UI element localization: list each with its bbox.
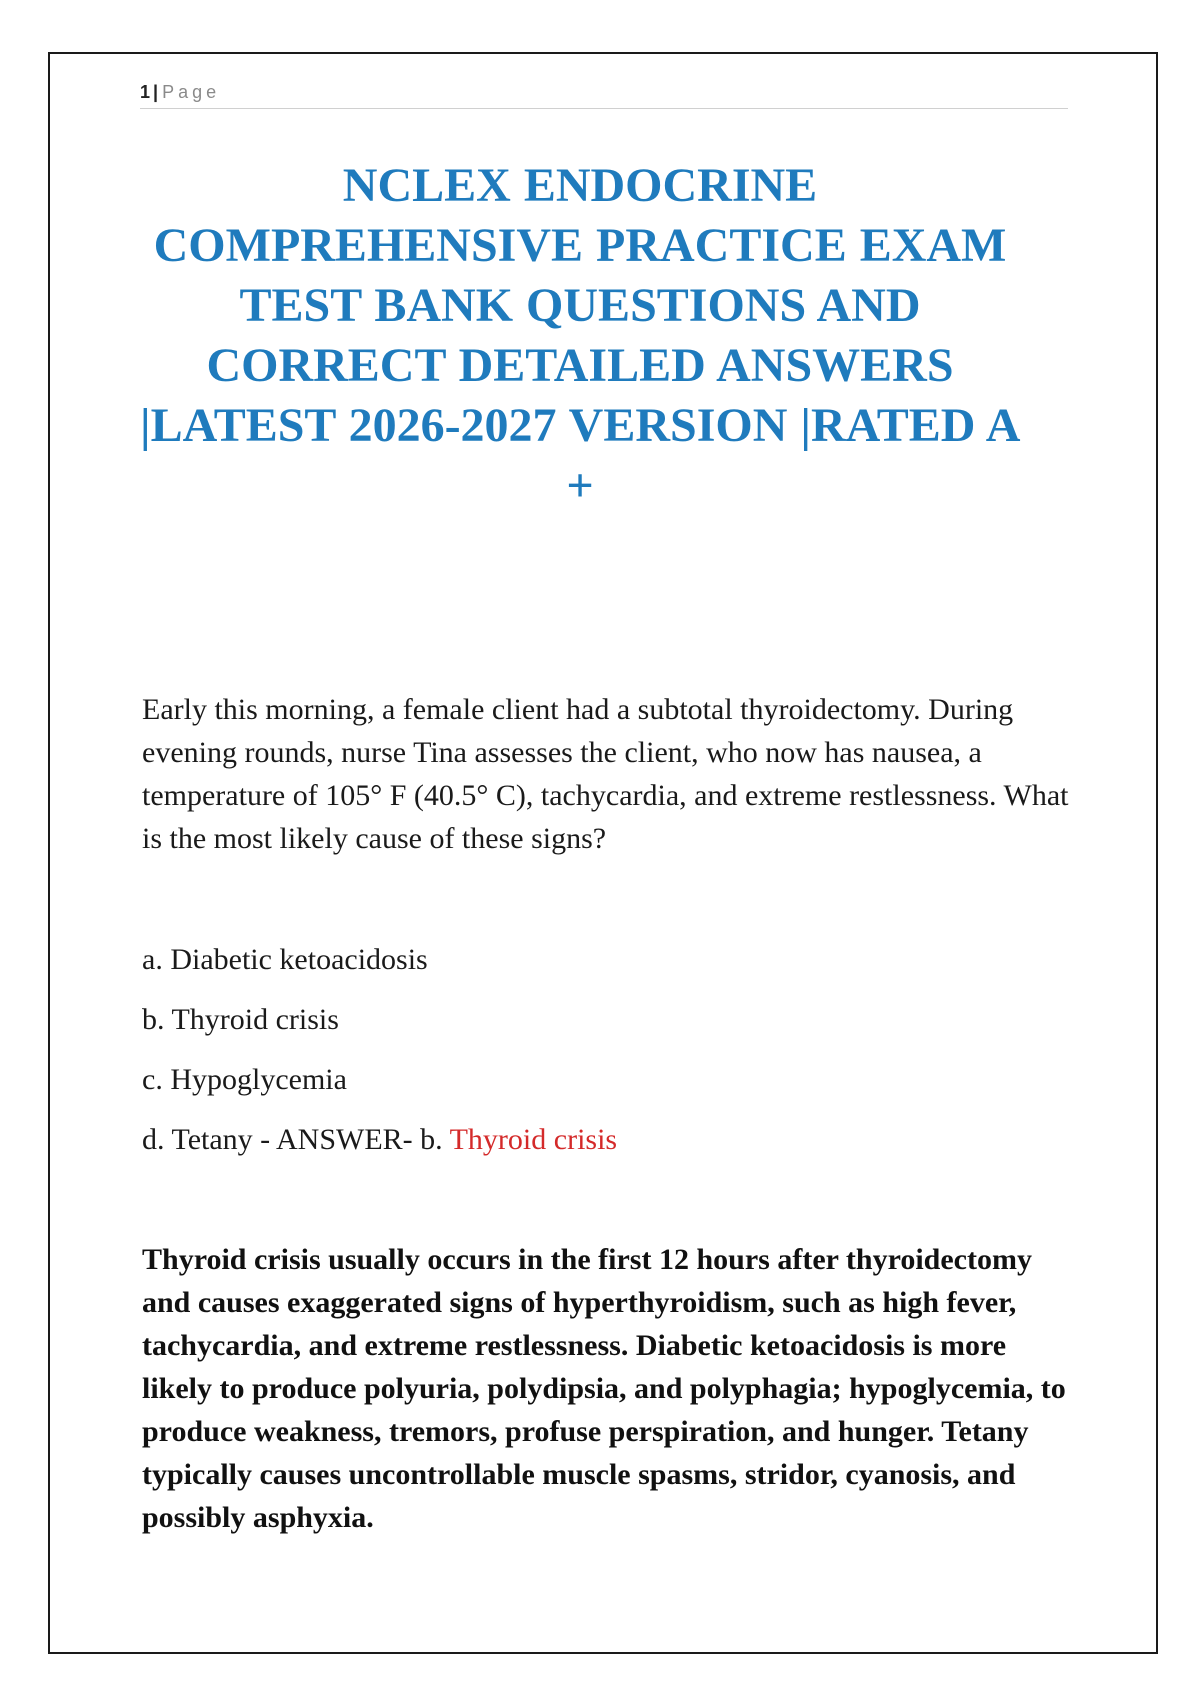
answer-rationale: Thyroid crisis usually occurs in the first 12 hours after thyroidectomy and causes exaggerated signs of hyperthyroidism, such as high fever, tachycardia, and extreme restlessness. Diabetic ketoacidosis is more likely to produce polyuria, polydipsia, and polyphagia; hypoglycemia, to produce weakness, tremors, profuse perspiration, and hunger. Tetany typically causes uncontrollable muscle spasms, stridor, cyanosis, and possibly asphyxia. [142,1243,1066,1534]
page-number: 1 [140,82,151,102]
option-a: a. Diabetic ketoacidosis [142,943,428,976]
page-label: Page [162,82,221,102]
page-separator: | [153,82,159,102]
page-header [140,80,1068,109]
title-line: COMPREHENSIVE PRACTICE EXAM [153,219,1007,272]
option-b: b. Thyroid crisis [142,1003,339,1036]
title-line: + [566,459,594,512]
correct-answer: Thyroid crisis [449,1123,618,1156]
document-title [140,156,1020,516]
answer-options [142,938,1082,1178]
title-line: TEST BANK QUESTIONS AND [239,279,921,332]
question-text: Early this morning, a female client had a subtotal thyroidectomy. During evening rounds, nurse Tina assesses the client, who now has nausea, a temperature of 105° F (40.5° C), tachycardia, and extreme restlessness. What is the most likely cause of these signs? [142,693,1069,855]
answer-prefix: - ANSWER- b. [252,1123,450,1156]
title-line: CORRECT DETAILED ANSWERS [206,339,954,392]
option-d: d. Tetany [142,1123,253,1156]
title-line: NCLEX ENDOCRINE [342,159,818,212]
title-line: |LATEST 2026-2027 VERSION |RATED A [140,399,1021,452]
option-c: c. Hypoglycemia [142,1063,347,1096]
option-d-with-answer [142,1118,1082,1178]
